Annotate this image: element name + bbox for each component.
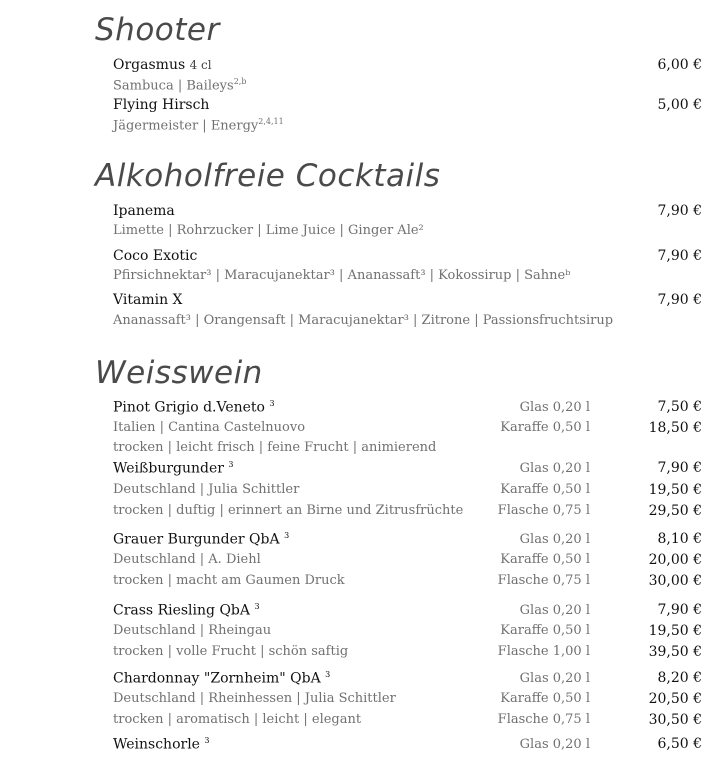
wine-price: 7,50 € xyxy=(657,399,702,415)
section-title-weisswein: Weisswein xyxy=(95,355,263,391)
item-description: Limette | Rohrzucker | Lime Juice | Ginger Ale² xyxy=(113,223,424,238)
item-name: Flying Hirsch xyxy=(113,97,210,113)
wine-name: Pinot Grigio d.Veneto $^3$ xyxy=(113,399,275,416)
wine-origin: Deutschland | Rheingau xyxy=(113,623,272,638)
wine-price: 7,90 € xyxy=(657,602,702,618)
wine-price: 8,10 € xyxy=(657,531,702,547)
wine-price: 20,00 € xyxy=(648,552,702,568)
wine-origin: Deutschland | Julia Schittler xyxy=(113,482,300,497)
wine-taste: trocken | macht am Gaumen Druck xyxy=(113,573,345,588)
wine-name: Grauer Burgunder QbA $^3$ xyxy=(113,531,290,548)
item-description: Ananassaft³ | Orangensaft | Maracujanektar³ | Zitrone | Passionsfruchtsirup xyxy=(113,313,614,328)
wine-size: Glas 0,20 l xyxy=(519,737,590,752)
wine-size: Karaffe 0,50 l xyxy=(500,482,590,497)
wine-price: 19,50 € xyxy=(648,482,702,498)
wine-size: Karaffe 0,50 l xyxy=(500,420,590,435)
wine-size: Flasche 1,00 l xyxy=(497,644,590,659)
section-title-alkoholfreie-cocktails: Alkoholfreie Cocktails xyxy=(95,158,441,194)
section-title-shooter: Shooter xyxy=(95,12,220,48)
wine-size: Glas 0,20 l xyxy=(519,671,590,686)
item-description: Pfirsichnektar³ | Maracujanektar³ | Ananassaft³ | Kokossirup | Sahneᵇ xyxy=(113,268,571,283)
item-name: Ipanema xyxy=(113,203,175,219)
wine-name: Weißburgunder $^3$ xyxy=(113,460,234,477)
wine-origin: Deutschland | Rheinhessen | Julia Schittler xyxy=(113,691,396,706)
item-price: 6,00 € xyxy=(657,57,702,73)
item-description: Jägermeister | Energy$^{2,4,11}$ xyxy=(113,117,284,134)
wine-price: 7,90 € xyxy=(657,460,702,476)
wine-origin: Deutschland | A. Diehl xyxy=(113,552,261,567)
item-price: 7,90 € xyxy=(657,292,702,308)
wine-size: Flasche 0,75 l xyxy=(497,503,590,518)
wine-name: Chardonnay "Zornheim" QbA $^3$ xyxy=(113,670,331,687)
wine-price: 20,50 € xyxy=(648,691,702,707)
wine-size: Glas 0,20 l xyxy=(519,603,590,618)
wine-size: Glas 0,20 l xyxy=(519,532,590,547)
wine-size: Glas 0,20 l xyxy=(519,461,590,476)
wine-price: 39,50 € xyxy=(648,644,702,660)
wine-price: 18,50 € xyxy=(648,420,702,436)
wine-size: Glas 0,20 l xyxy=(519,400,590,415)
wine-price: 29,50 € xyxy=(648,503,702,519)
item-name: Vitamin X xyxy=(113,292,183,308)
wine-taste: trocken | volle Frucht | schön saftig xyxy=(113,644,349,659)
wine-size: Karaffe 0,50 l xyxy=(500,623,590,638)
wine-price: 30,00 € xyxy=(648,573,702,589)
wine-name: Weinschorle $^3$ xyxy=(113,736,210,753)
wine-size: Flasche 0,75 l xyxy=(497,573,590,588)
item-name: Orgasmus 4 cl xyxy=(113,57,212,73)
wine-price: 8,20 € xyxy=(657,670,702,686)
wine-origin: Italien | Cantina Castelnuovo xyxy=(113,420,306,435)
wine-taste: trocken | leicht frisch | feine Frucht | animierend xyxy=(113,440,437,455)
wine-price: 19,50 € xyxy=(648,623,702,639)
wine-size: Karaffe 0,50 l xyxy=(500,691,590,706)
wine-size: Karaffe 0,50 l xyxy=(500,552,590,567)
item-price: 7,90 € xyxy=(657,203,702,219)
wine-price: 30,50 € xyxy=(648,712,702,728)
wine-taste: trocken | aromatisch | leicht | elegant xyxy=(113,712,362,727)
item-price: 7,90 € xyxy=(657,248,702,264)
item-price: 5,00 € xyxy=(657,97,702,113)
wine-size: Flasche 0,75 l xyxy=(497,712,590,727)
wine-price: 6,50 € xyxy=(657,736,702,752)
item-name: Coco Exotic xyxy=(113,248,198,264)
item-description: Sambuca | Baileys$^{2,b}$ xyxy=(113,77,247,94)
wine-taste: trocken | duftig | erinnert an Birne und Zitrusfrüchte xyxy=(113,503,464,518)
wine-name: Crass Riesling QbA $^3$ xyxy=(113,602,260,619)
